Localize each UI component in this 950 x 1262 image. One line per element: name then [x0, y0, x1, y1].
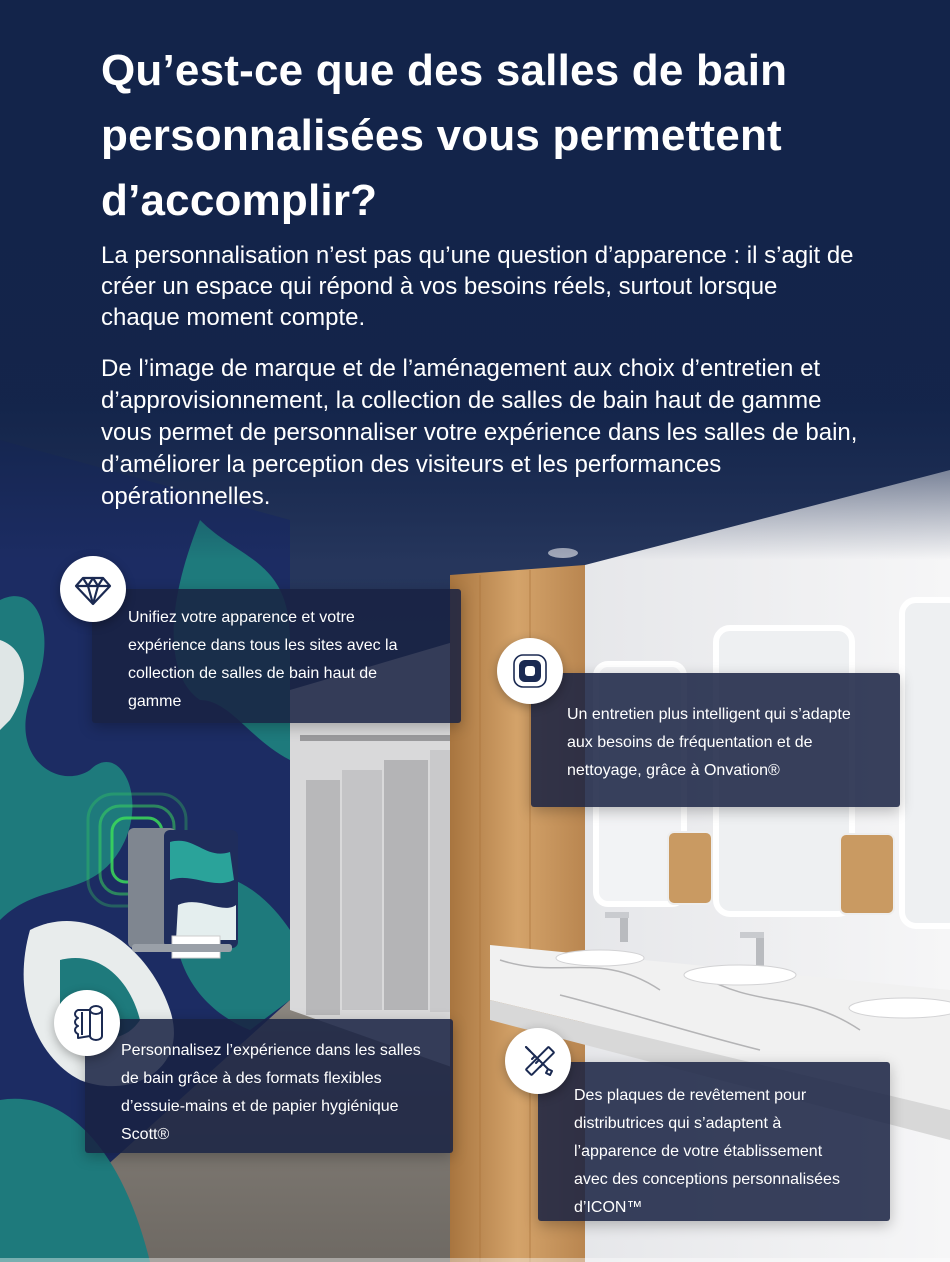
feature-card-text: Unifiez votre apparence et votre expérience dans tous les sites avec la collection de salles de bain haut de gamme	[128, 609, 398, 710]
feature-card-scott	[85, 1019, 453, 1153]
paper-towel-roll-icon	[54, 990, 120, 1056]
page-title: Qu’est-ce que des salles de bain personnalisées vous permettent d’accomplir?	[101, 46, 788, 225]
intro-paragraph: La personnalisation n’est pas qu’une question d’apparence : il s’agit de créer un espace qui répond à vos besoins réels, surtout lorsque chaque moment compte.	[101, 242, 854, 331]
intro-paragraph-2: De l’image de marque et de l’aménagement aux choix d’entretien et d’approvisionnement, la collection de salles de bain haut de gamme vous permet de personnaliser votre expérience dans les salles de bain, d’améliorer la perception des visiteurs et les performances opérationnelles.	[101, 355, 858, 510]
onvation-sensor-icon	[497, 638, 563, 704]
feature-card-branding	[92, 589, 461, 723]
diamond-icon	[60, 556, 126, 622]
feature-card-onvation	[531, 673, 900, 807]
feature-card-text: Personnalisez l’expérience dans les salles de bain grâce à des formats flexibles d’essuie-mains et de papier hygiénique Scott®	[121, 1042, 421, 1143]
feature-card-text: Des plaques de revêtement pour distributrices qui s’adaptent à l’apparence de votre établissement avec des conceptions personnalisées d’ICON™	[574, 1087, 840, 1216]
feature-card-icon	[538, 1062, 890, 1221]
feature-card-text: Un entretien plus intelligent qui s’adapte aux besoins de fréquentation et de nettoyage, grâce à Onvation®	[567, 706, 851, 779]
design-tools-icon	[505, 1028, 571, 1094]
